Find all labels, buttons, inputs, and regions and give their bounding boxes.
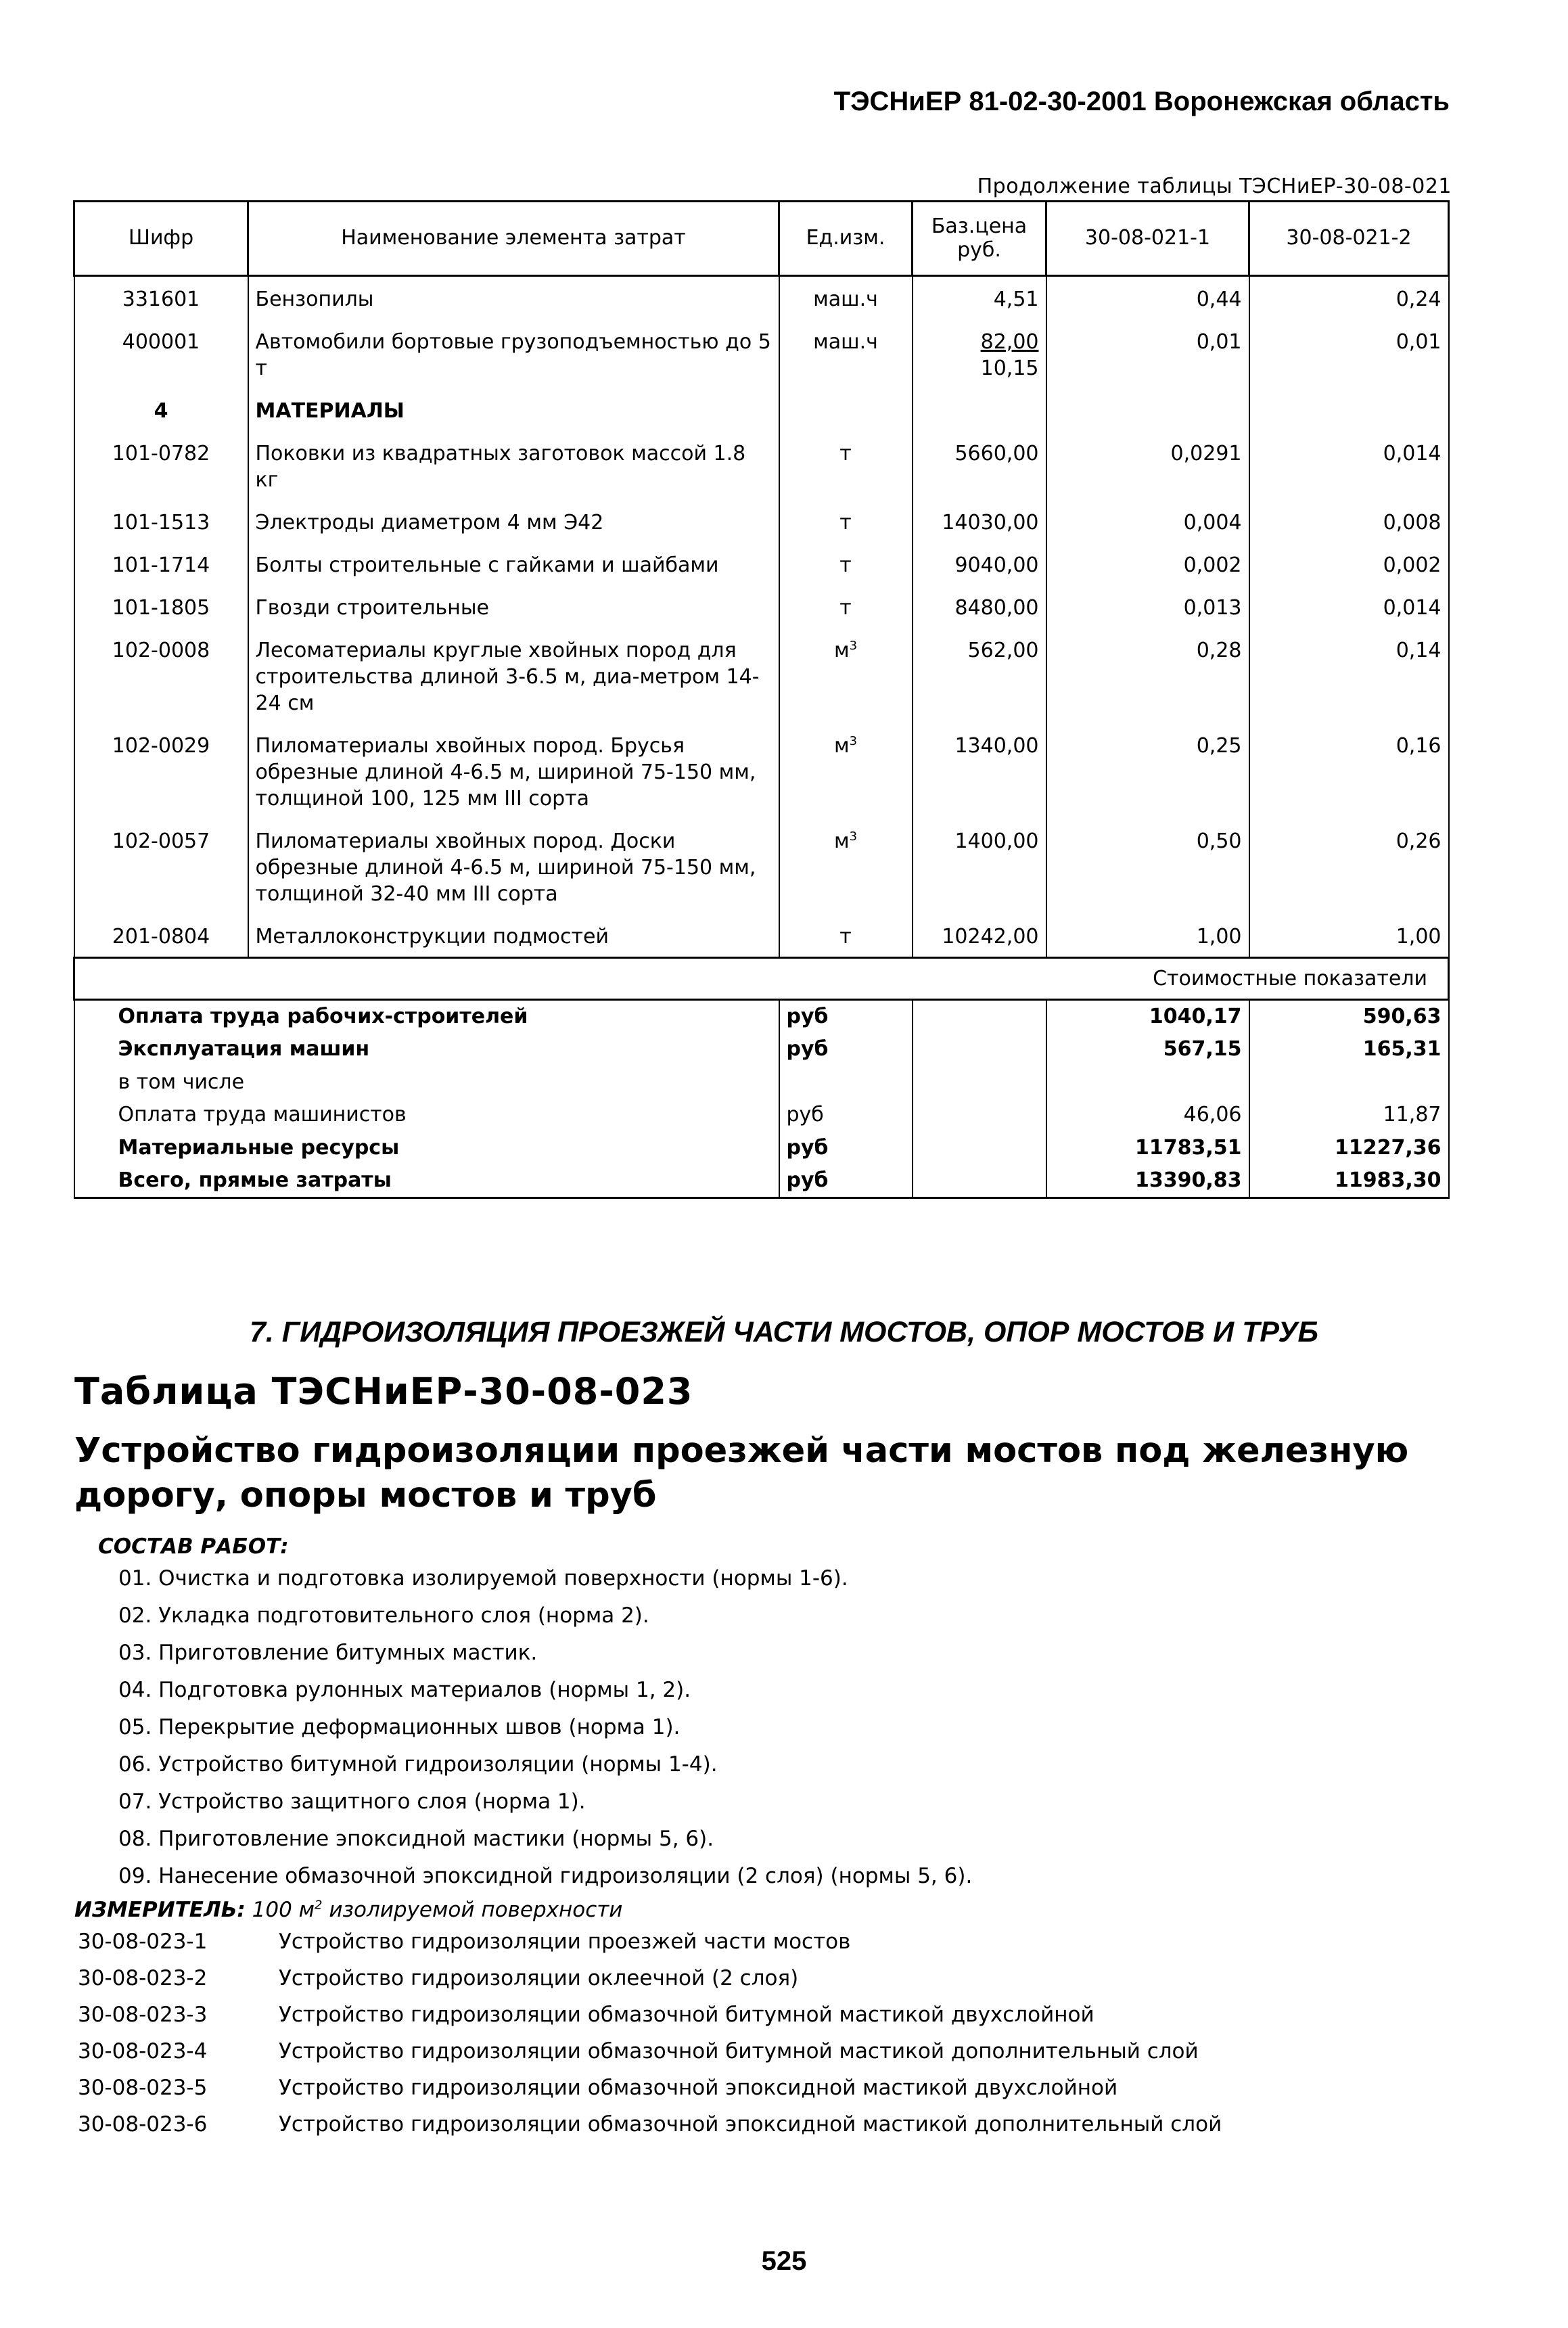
indicators-header-row: [74, 958, 1449, 1000]
page-number: 525: [761, 2246, 807, 2276]
table-row: [74, 500, 1449, 543]
norm-row: [78, 2076, 1222, 2112]
indicator-unit: руб: [779, 1033, 913, 1066]
col-header-norm-1: 30-08-021-1: [1046, 202, 1249, 276]
indicator-value-2: 590,63: [1249, 1000, 1449, 1034]
row-code: 102-0057: [74, 819, 248, 914]
indicator-unit: руб: [779, 1000, 913, 1034]
measure-value: 100 м: [252, 1898, 315, 1922]
row-name: Лесоматериалы круглые хвойных пород для строительства длиной 3-6.5 м, диа-метром 14-24 см: [248, 628, 779, 723]
row-price: 4,51: [913, 276, 1046, 320]
row-unit: т: [779, 543, 913, 585]
unit-exponent: 3: [849, 829, 858, 844]
indicator-label: Материальные ресурсы: [74, 1132, 779, 1164]
row-value-2: 0,01: [1249, 319, 1449, 388]
measure-line: [74, 1898, 622, 1922]
table-row: [74, 628, 1449, 723]
work-item: 01. Очистка и подготовка изолируемой поверхности (нормы 1-6).: [118, 1566, 848, 1591]
row-code: 331601: [74, 276, 248, 320]
indicator-value-2: 11227,36: [1249, 1132, 1449, 1164]
norm-row: [78, 1966, 1222, 2003]
indicator-value-2: 11983,30: [1249, 1164, 1449, 1198]
row-name: Электроды диаметром 4 мм Э42: [248, 500, 779, 543]
work-item: 09. Нанесение обмазочной эпоксидной гидроизоляции (2 слоя) (нормы 5, 6).: [118, 1864, 973, 1888]
table-row: [74, 723, 1449, 819]
row-value-1: 1,00: [1046, 914, 1249, 958]
section-row: [74, 388, 1449, 431]
table-row: [74, 914, 1449, 958]
page-header: ТЭСНиЕР 81-02-30-2001 Воронежская область: [833, 87, 1450, 116]
row-price: 9040,00: [913, 543, 1046, 585]
col-header-name: Наименование элемента затрат: [248, 202, 779, 276]
norm-code: 30-08-023-6: [78, 2112, 208, 2137]
row-value-1: 0,44: [1046, 276, 1249, 320]
indicator-row: [74, 1132, 1449, 1164]
row-value-1: 0,0291: [1046, 431, 1249, 500]
row-value-2: 0,014: [1249, 585, 1449, 628]
indicator-row: [74, 1000, 1449, 1034]
row-code: 101-1805: [74, 585, 248, 628]
row-value-1: 0,25: [1046, 723, 1249, 819]
table-header-row: [74, 202, 1449, 276]
row-price: 562,00: [913, 628, 1046, 723]
row-code: 101-0782: [74, 431, 248, 500]
norm-code: 30-08-023-1: [78, 1930, 208, 1954]
norm-code: 30-08-023-3: [78, 2003, 208, 2027]
cost-table: [73, 200, 1450, 1199]
row-value-2: 0,008: [1249, 500, 1449, 543]
row-name: Бензопилы: [248, 276, 779, 320]
row-unit: т: [779, 914, 913, 958]
row-price: 1400,00: [913, 819, 1046, 914]
measure-suffix: изолируемой поверхности: [322, 1898, 623, 1922]
row-value-1: 0,50: [1046, 819, 1249, 914]
indicator-row: [74, 1099, 1449, 1131]
row-unit: [779, 628, 913, 723]
row-unit: т: [779, 585, 913, 628]
row-code: 201-0804: [74, 914, 248, 958]
row-unit: т: [779, 431, 913, 500]
row-unit-text: м: [833, 829, 850, 853]
table-row: [74, 819, 1449, 914]
norm-row: [78, 2112, 1222, 2149]
table-row: [74, 319, 1449, 388]
table-title: Таблица ТЭСНиЕР-30-08-023: [74, 1370, 693, 1413]
row-price-main: 82,00: [980, 330, 1039, 354]
norm-row: [78, 1930, 1222, 1966]
row-price: 5660,00: [913, 431, 1046, 500]
row-price: 14030,00: [913, 500, 1046, 543]
norm-code: 30-08-023-4: [78, 2039, 208, 2063]
norm-list: [78, 1930, 1222, 2149]
table-subtitle: Устройство гидроизоляции проезжей части мостов под железную дорогу, опоры мостов и труб: [74, 1431, 1409, 1516]
row-code: 102-0029: [74, 723, 248, 819]
table-row: [74, 276, 1449, 320]
row-price: [913, 319, 1046, 388]
row-unit-text: м: [833, 734, 850, 758]
indicator-label: в том числе: [74, 1066, 779, 1099]
norm-description: Устройство гидроизоляции обмазочной эпоксидной мастикой двухслойной: [279, 2076, 1118, 2100]
row-name: Автомобили бортовые грузоподъемностью до 5 т: [248, 319, 779, 388]
indicator-value-1: 567,15: [1046, 1033, 1249, 1066]
row-value-2: 0,24: [1249, 276, 1449, 320]
row-unit: [779, 723, 913, 819]
work-item: 03. Приготовление битумных мастик.: [118, 1641, 538, 1665]
norm-description: Устройство гидроизоляции проезжей части мостов: [279, 1930, 851, 1954]
row-name: Пиломатериалы хвойных пород. Брусья обрезные длиной 4-6.5 м, шириной 75-150 мм, толщиной 100, 125 мм III сорта: [248, 723, 779, 819]
indicator-row: [74, 1164, 1449, 1198]
row-code: 400001: [74, 319, 248, 388]
row-name: Пиломатериалы хвойных пород. Доски обрезные длиной 4-6.5 м, шириной 75-150 мм, толщиной 32-40 мм III сорта: [248, 819, 779, 914]
work-item: 02. Укладка подготовительного слоя (норма 2).: [118, 1603, 649, 1628]
unit-exponent: 3: [849, 639, 858, 653]
row-price-secondary: 10,15: [980, 357, 1039, 380]
indicator-value-1: 11783,51: [1046, 1132, 1249, 1164]
indicator-label: Оплата труда рабочих-строителей: [74, 1000, 779, 1034]
indicator-value-1: 46,06: [1046, 1099, 1249, 1131]
row-unit-text: м: [833, 639, 850, 662]
indicator-row: [74, 1066, 1449, 1099]
row-name: Поковки из квадратных заготовок массой 1.8 кг: [248, 431, 779, 500]
work-item: 05. Перекрытие деформационных швов (норма 1).: [118, 1715, 681, 1739]
row-value-2: 0,14: [1249, 628, 1449, 723]
indicator-value-1: 13390,83: [1046, 1164, 1249, 1198]
table-row: [74, 543, 1449, 585]
row-unit: маш.ч: [779, 276, 913, 320]
row-value-1: 0,004: [1046, 500, 1249, 543]
row-code: 101-1513: [74, 500, 248, 543]
section-code: 4: [74, 388, 248, 431]
row-value-2: 0,16: [1249, 723, 1449, 819]
indicator-unit: руб: [779, 1099, 913, 1131]
row-price: 8480,00: [913, 585, 1046, 628]
work-item: 06. Устройство битумной гидроизоляции (нормы 1-4).: [118, 1752, 718, 1777]
indicator-value-2: 11,87: [1249, 1099, 1449, 1131]
work-item: 07. Устройство защитного слоя (норма 1).: [118, 1789, 586, 1814]
col-header-unit: Ед.изм.: [779, 202, 913, 276]
row-code: 102-0008: [74, 628, 248, 723]
indicator-value-2: 165,31: [1249, 1033, 1449, 1066]
row-value-2: 0,014: [1249, 431, 1449, 500]
row-value-2: 0,002: [1249, 543, 1449, 585]
row-unit: т: [779, 500, 913, 543]
norm-code: 30-08-023-5: [78, 2076, 208, 2100]
row-value-1: 0,002: [1046, 543, 1249, 585]
section-title: 7. ГИДРОИЗОЛЯЦИЯ ПРОЕЗЖЕЙ ЧАСТИ МОСТОВ, ОПОР МОСТОВ И ТРУБ: [250, 1316, 1318, 1348]
row-price: 1340,00: [913, 723, 1046, 819]
norm-row: [78, 2003, 1222, 2039]
row-unit: маш.ч: [779, 319, 913, 388]
indicator-value-1: 1040,17: [1046, 1000, 1249, 1034]
norm-description: Устройство гидроизоляции обмазочной эпоксидной мастикой дополнительный слой: [279, 2112, 1222, 2137]
measure-exponent: 2: [315, 1898, 323, 1913]
indicator-label: Эксплуатация машин: [74, 1033, 779, 1066]
norm-description: Устройство гидроизоляции обмазочной битумной мастикой дополнительный слой: [279, 2039, 1199, 2063]
row-value-2: 1,00: [1249, 914, 1449, 958]
work-composition-label: СОСТАВ РАБОТ:: [98, 1534, 289, 1559]
norm-row: [78, 2039, 1222, 2076]
work-item: 04. Подготовка рулонных материалов (нормы 1, 2).: [118, 1678, 691, 1702]
table-row: [74, 431, 1449, 500]
indicator-row: [74, 1033, 1449, 1066]
norm-description: Устройство гидроизоляции обмазочной битумной мастикой двухслойной: [279, 2003, 1094, 2027]
indicator-unit: руб: [779, 1132, 913, 1164]
row-price: 10242,00: [913, 914, 1046, 958]
unit-exponent: 3: [849, 734, 858, 748]
indicator-label: Всего, прямые затраты: [74, 1164, 779, 1198]
section-name: МАТЕРИАЛЫ: [248, 388, 779, 431]
col-header-norm-2: 30-08-021-2: [1249, 202, 1449, 276]
indicators-title: Стоимостные показатели: [74, 958, 1449, 1000]
col-header-price: Баз.цена руб.: [913, 202, 1046, 276]
row-value-2: 0,26: [1249, 819, 1449, 914]
row-value-1: 0,01: [1046, 319, 1249, 388]
indicator-unit: руб: [779, 1164, 913, 1198]
col-header-code: Шифр: [74, 202, 248, 276]
table-row: [74, 585, 1449, 628]
measure-label: ИЗМЕРИТЕЛЬ:: [74, 1898, 246, 1922]
norm-code: 30-08-023-2: [78, 1966, 208, 1990]
work-composition-list: [118, 1566, 972, 1901]
work-item: 08. Приготовление эпоксидной мастики (нормы 5, 6).: [118, 1827, 714, 1851]
row-value-1: 0,28: [1046, 628, 1249, 723]
row-name: Гвозди строительные: [248, 585, 779, 628]
row-name: Металлоконструкции подмостей: [248, 914, 779, 958]
norm-description: Устройство гидроизоляции оклеечной (2 слоя): [279, 1966, 799, 1990]
row-unit: [779, 819, 913, 914]
row-code: 101-1714: [74, 543, 248, 585]
row-name: Болты строительные с гайками и шайбами: [248, 543, 779, 585]
row-value-1: 0,013: [1046, 585, 1249, 628]
table-continuation-caption: Продолжение таблицы ТЭСНиЕР-30-08-021: [977, 175, 1452, 198]
indicator-label: Оплата труда машинистов: [74, 1099, 779, 1131]
